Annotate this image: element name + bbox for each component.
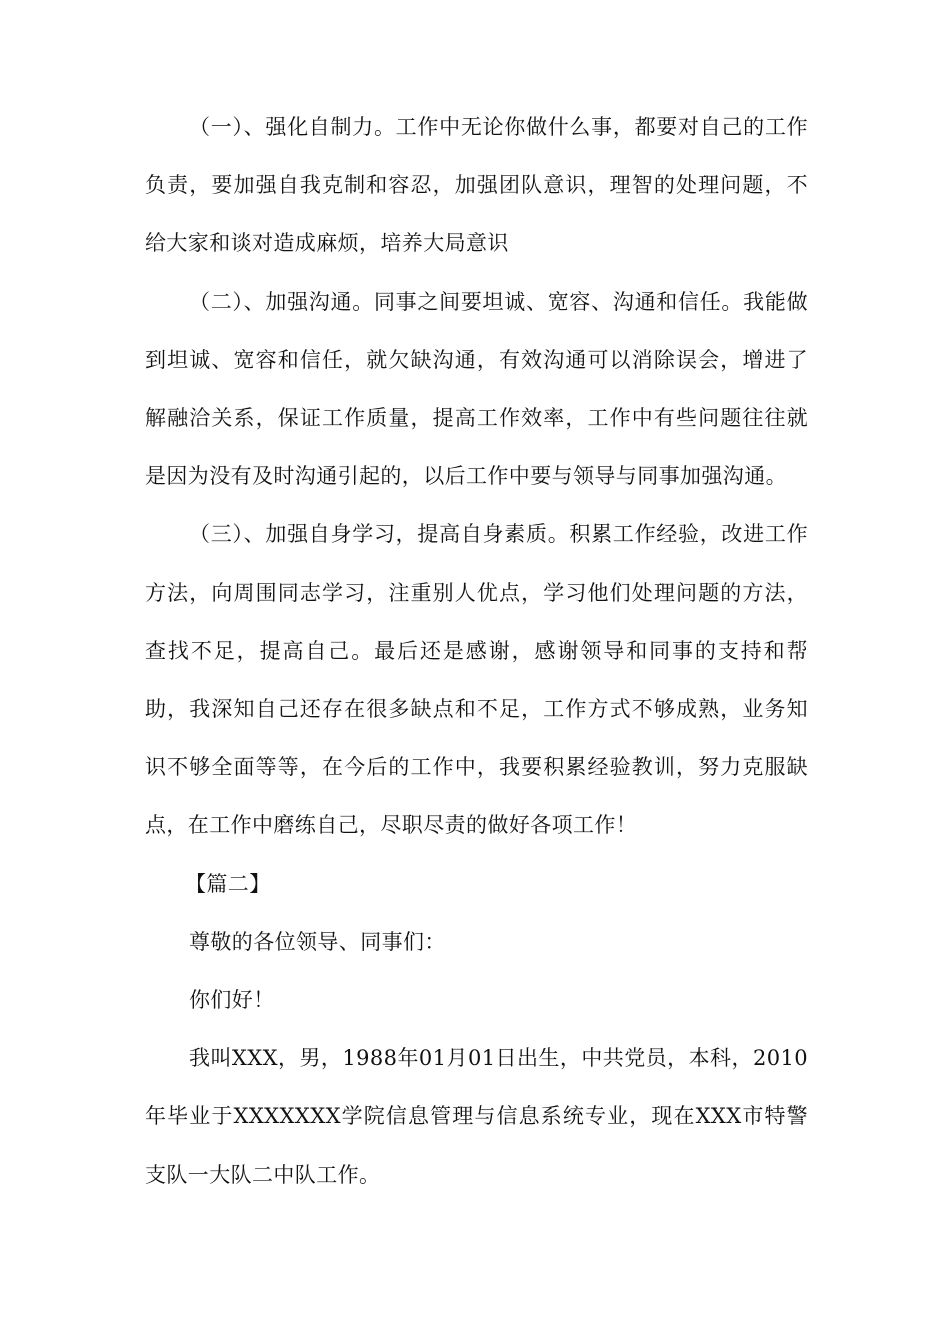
paragraph-communication: （二）、加强沟通。同事之间要坦诚、宽容、沟通和信任。我能做到坦诚、宽容和信任，就欠缺沟通，有效沟通可以消除误会，增进了解融洽关系，保证工作质量，提高工作效率，工作中有些问题往往就是因为没有及时沟通引起的，以后工作中要与领导与同事加强沟通。 (145, 289, 808, 489)
document-body (145, 98, 808, 1204)
paragraph-self-study: （三）、加强自身学习，提高自身素质。积累工作经验，改进工作方法，向周围同志学习，注重别人优点，学习他们处理问题的方法，查找不足，提高自己。最后还是感谢，感谢领导和同事的支持和帮助，我深知自己还存在很多缺点和不足，工作方式不够成熟，业务知识不够全面等等，在今后的工作中，我要积累经验教训，努力克服缺点，在工作中磨练自己，尽职尽责的做好各项工作！ (145, 522, 808, 838)
paragraph-intro: 我叫XXX，男，1988年01月01日出生，中共党员，本科，2010年毕业于XXXXXXX学院信息管理与信息系统专业，现在XXX市特警支队一大队二中队工作。 (145, 1046, 808, 1187)
section-heading: 【篇二】 (185, 871, 271, 896)
paragraph-self-control: （一）、强化自制力。工作中无论你做什么事，都要对自己的工作负责，要加强自我克制和容忍，加强团队意识，理智的处理问题，不给大家和谈对造成麻烦，培养大局意识 (145, 115, 808, 256)
salutation: 尊敬的各位领导、同事们： (189, 929, 446, 954)
greeting: 你们好！ (189, 988, 275, 1013)
